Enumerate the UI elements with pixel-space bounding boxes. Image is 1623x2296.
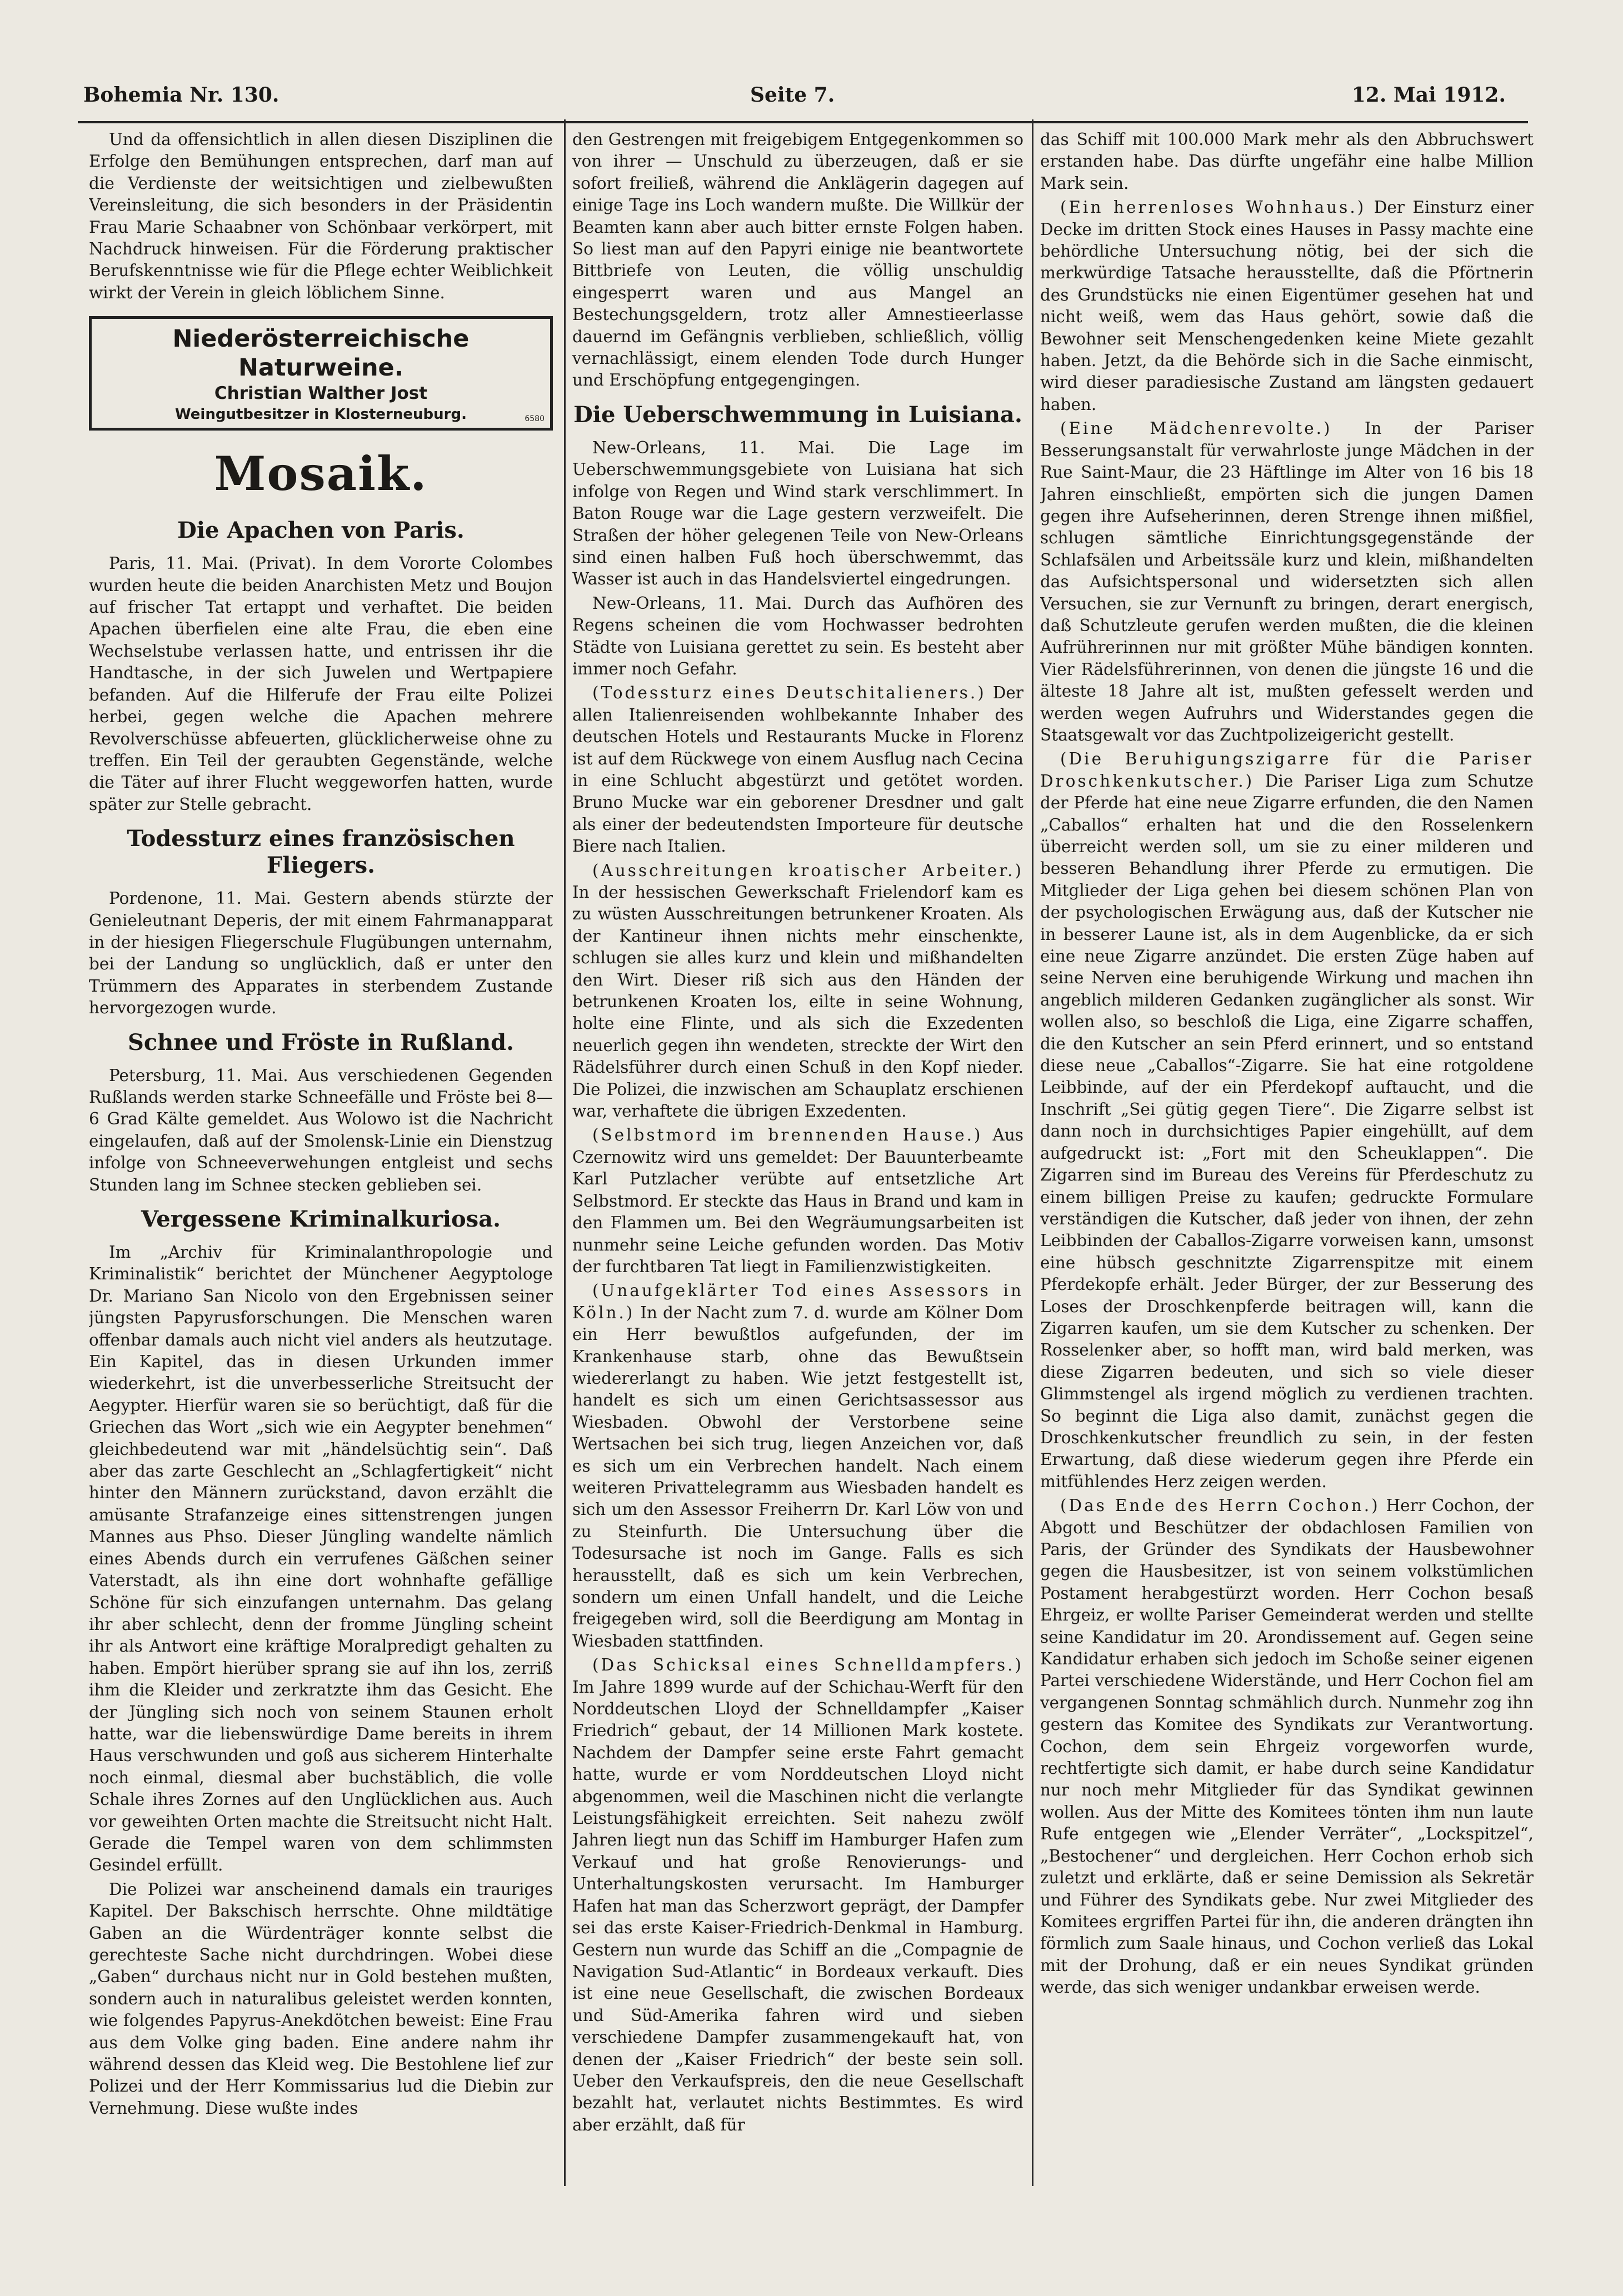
- header-date: 12. Mai 1912.: [1351, 83, 1506, 107]
- news-item-head: (Das Ende des Herrn Cochon.): [1060, 1496, 1380, 1515]
- news-item-head: (Das Schicksal eines Schnelldampfers.): [592, 1655, 1023, 1675]
- column-divider-2: [1032, 119, 1033, 2186]
- news-item-head: (Ein herrenloses Wohnhaus.): [1060, 198, 1366, 217]
- article-body: Pordenone, 11. Mai. Gestern abends stürzte der Genieleutnant Deperis, der mit einem Fahrmanapparat in der hiesigen Fliegerschule Flugübungen unternahm, bei der Landung so unglücklich, daß er unter den Trümmern des Apparates in sterbendem Zustande hervorgezogen wurde.: [89, 889, 553, 1018]
- news-item: [1040, 197, 1534, 416]
- article-title: Die Apachen von Paris.: [177, 517, 465, 544]
- news-item: [1040, 418, 1534, 746]
- news-item-body: Der allen Italienreisenden wohlbekannte Inhaber des deutschen Hotels und Restaurants Mucke in Florenz ist auf dem Rückwege von einem Ausflug nach Cecina in eine Schlucht abgestürzt und getötet worden. Bruno Mucke war ein geborener Dresdner und galt als einer der bedeutendsten Importeure für deutsche Biere nach Italien.: [572, 683, 1023, 856]
- ad-name: Christian Walther Jost: [214, 383, 428, 404]
- news-item: [572, 1280, 1023, 1652]
- article-title: Schnee und Fröste in Rußland.: [127, 1029, 515, 1056]
- news-item-body: Der Einsturz einer Decke im dritten Stock eines Hauses in Passy machte eine behördliche Untersuchung nötig, bei der sich die merkwürdige Tatsache herausstellte, daß die Pförtnerin des Grundstücks nie einen Eigentümer gesehen hat und nicht weiß, wem das Haus gehört, sowie daß die Bewohner seit Menschengedenken keine Miete gezahlt haben. Jetzt, da die Behörde sich in die Sache einmischt, wird dieser paradiesische Zustand am längsten gedauert haben.: [1040, 198, 1534, 414]
- article-body: Petersburg, 11. Mai. Aus verschiedenen Gegenden Rußlands werden starke Schneefälle und Fröste bei 8—6 Grad Kälte gemeldet. Aus Wolowo ist die Nachricht eingelaufen, daß auf der Smolensk-Linie ein Dienstzug infolge von Schneeverwehungen entgleist und sechs Stunden lang im Schnee stecken geblieben sei.: [89, 1066, 553, 1194]
- header-issue: Bohemia Nr. 130.: [83, 83, 279, 107]
- column-3: [1040, 129, 1534, 2229]
- intro-paragraph: Und da offensichtlich in allen diesen Disziplinen die Erfolge den Bemühungen entsprechen, darf man auf die Verdienste der weitsichtigen und zielbewußten Vereinsleitung, die sich besonders in der Präsidentin Frau Marie Schaabner von Schönbaar verkörpert, mit Nachdruck hinweisen. Für die Förderung praktischer Berufskenntnisse wie für die Pflege echter Weiblichkeit wirkt der Verein in gleich löblichem Sinne.: [89, 130, 553, 302]
- article-continuation: den Gestrengen mit freigebigem Entgegenkommen so von ihrer — Unschuld zu überzeugen, daß er sie sofort freiließ, während die Anklägerin dagegen auf einige Tage ins Loch wandern mußte. Die Willkür der Beamten kann aber auch bitter ernste Folgen haben. So liest man auf den Papyri einige nie beantwortete Bittbriefe von Leuten, die völlig unschuldig eingesperrt waren und aus Mangel an Bestechungsgeldern, trotz aller Amnestieerlasse dauernd im Gefängnis verblieben, schließlich, völlig vernachlässigt, einem elenden Tode durch Hunger und Erschöpfung entgegengingen.: [572, 130, 1023, 390]
- article-body: Paris, 11. Mai. (Privat). In dem Vororte Colombes wurden heute die beiden Anarchisten Metz und Boujon auf frischer Tat ertappt und verhaftet. Die beiden Apachen überfielen eine alte Frau, die eben eine Wechselstube verlassen hatte, und entrissen ihr die Handtasche, in der sich Juwelen und Wertpapiere befanden. Auf die Hilferufe der Frau eilte Polizei herbei, gegen welche die Apachen mehrere Revolverschüsse abfeuerten, glücklicherweise ohne zu treffen. Ein Teil der geraubten Gegenstände, welche die Täter auf ihrer Flucht weggeworfen hatten, wurde später zur Stelle gebracht.: [89, 554, 553, 814]
- article-body: Die Polizei war anscheinend damals ein trauriges Kapitel. Der Bakschisch herrschte. Ohne mildtätige Gaben an die Würdenträger konnte selbst die gerechteste Sache nicht durchdringen. Wobei diese „Gaben“ durchaus nicht nur in Gold bestehen mußten, sondern auch in naturalibus geleistet werden konnten, wie folgendes Papyrus-Anekdötchen beweist: Eine Frau aus dem Volke ging baden. Eine andere nahm ihr während dessen das Kleid weg. Die Bestohlene lief zur Polizei und der Herr Kommissarius lud die Diebin zur Vernehmung. Diese wußte indes: [89, 1879, 553, 2118]
- article-body: New-Orleans, 11. Mai. Durch das Aufhören des Regens scheinen die vom Hochwasser bedrohten Städte von Luisiana gerettet zu sein. Es besteht aber immer noch Gefahr.: [572, 593, 1023, 678]
- news-item-head: (Selbstmord im brennenden Hause.): [592, 1126, 983, 1145]
- news-item-body: Aus Czernowitz wird uns gemeldet: Der Bauunterbeamte Karl Putzlacher verübte auf entsetzliche Art Selbstmord. Er steckte das Haus in Brand und kam in den Flammen um. Bei den Wegräumungsarbeiten ist nunmehr seine Leiche gefunden worden. Das Motiv der furchtbaren Tat liegt in Familienzwistigkeiten.: [572, 1126, 1023, 1276]
- news-item: [572, 860, 1023, 1123]
- header-rule: [78, 121, 1528, 123]
- news-item: [1040, 748, 1534, 1493]
- news-item-head: (Todessturz eines Deutschitalieners.): [592, 683, 986, 703]
- article-continuation: das Schiff mit 100.000 Mark mehr als den Abbruchswert erstanden habe. Das dürfte ungefähr eine halbe Million Mark sein.: [1040, 130, 1534, 193]
- column-2: [572, 129, 1023, 2229]
- news-item-body: In der Pariser Besserungsanstalt für verwahrloste junge Mädchen in der Rue Saint-Maur, die 23 Häftlinge im Alter von 16 bis 18 Jahren einschließt, empörten sich die jungen Damen gegen ihre Aufseherinnen, deren Strenge ihnen mißfiel, schlugen sämtliche Einrichtungsgegenstände der Schlafsälen und Arbeitssäle kurz und klein, mißhandelten das Aufsichtspersonal und widersetzten sich allen Versuchen, sie zur Vernunft zu bringen, derart energisch, daß Schutzleute gerufen werden mußten, die die kleinen Aufrührerinnen nur mit größter Mühe bändigen konnten. Vier Rädelsführerinnen, von denen die jüngste 16 und die älteste 18 Jahre alt ist, mußten gefesselt werden und werden wegen Aufruhrs und Widerstandes gegen die Staatsgewalt vor das Zuchtpolizeigericht gestellt.: [1040, 419, 1534, 744]
- ad-title: Niederösterreichische Naturweine.: [172, 325, 470, 382]
- news-item-body: In der Nacht zum 7. d. wurde am Kölner Dom ein Herr bewußtlos aufgefunden, der im Krankenhause starb, ohne das Bewußtsein wiedererlangt zu haben. Wie jetzt festgestellt ist, handelt es sich um einen Gerichtsassessor aus Wiesbaden. Obwohl der Verstorbene seine Wertsachen bei sich trug, liegen Anzeichen vor, daß es sich um ein Verbrechen handelt. Nach einem weiteren Privattelegramm aus Wiesbaden handelt es sich um den Assessor Freiherrn Dr. Karl Löw von und zu Steinfurth. Die Untersuchung über die Todesursache ist noch im Gange. Falls es sich herausstellt, daß es sich um kein Verbrechen, sondern um einen Unfall handelt, und die Leiche freigegeben wird, soll die Beerdigung am Montag in Wiesbaden stattfinden.: [572, 1303, 1023, 1650]
- article-title: Todessturz eines französischen Fliegers.: [127, 826, 515, 879]
- news-item: [572, 1124, 1023, 1278]
- article-body: Im „Archiv für Kriminalanthropologie und Kriminalistik“ berichtet der Münchener Aegyptologe Dr. Mariano San Nicolo von den Ergebnissen seiner jüngsten Papyrusforschungen. Die Menschen waren offenbar damals auch nicht viel anders als heutzutage. Ein Kapitel, das in diesen Urkunden immer wiederkehrt, ist die unverbesserliche Streitsucht der Aegypter. Hierfür waren sie so berüchtigt, daß für die Griechen das Wort „sich wie ein Aegypter benehmen“ gleichbedeutend war mit „händelsüchtig sein“. Daß aber das zarte Geschlecht an „Schlagfertigkeit“ nicht hinter den Männern zurückstand, davon erzählt die amüsante Strafanzeige eines sittenstrengen jungen Mannes aus Phso. Dieser Jüngling wandelte nämlich eines Abends durch ein verrufenes Gäßchen seiner Vaterstadt, als ihn eine dort wohnhafte gefällige Schöne für sich einzufangen unternahm. Das gelang ihr aber schlecht, denn der fromme Jüngling scheint ihr als Antwort eine kräftige Moralpredigt gehalten zu haben. Empört hierüber sprang sie auf ihn los, zerriß ihm die Kleider und zerkratzte ihm das Gesicht. Ehe der Jüngling sich noch von seinem Staunen erholt hatte, war die liebenswürdige Dame bereits in ihrem Haus verschwunden und goß aus sicherem Hinterhalte noch einmal, diesmal aber buchstäblich, die volle Schale ihres Zornes auf den Unglücklichen aus. Auch vor geweihten Orten machte die Streitsucht nicht Halt. Gerade die Tempel waren von dem schlimmsten Gesindel erfüllt.: [89, 1243, 553, 1875]
- news-item: [1040, 1495, 1534, 1998]
- news-item: [572, 1654, 1023, 2136]
- section-title: Mosaik.: [214, 446, 428, 502]
- article-title: Die Ueberschwemmung in Luisiana.: [573, 401, 1022, 428]
- ad-subtitle: Weingutbesitzer in Klosterneuburg.: [175, 406, 467, 423]
- article-body: New-Orleans, 11. Mai. Die Lage im Ueberschwemmungsgebiete von Luisiana hat sich infolge von Regen und Wind stark verschlimmert. In Baton Rouge war die Lage gestern verzweifelt. Die Straßen der höher gelegenen Teile von New-Orleans sind einen halben Fuß hoch überschwemmt, das Wasser ist auch in das Handelsviertel eingedrungen.: [572, 438, 1023, 589]
- article-title: Vergessene Kriminalkuriosa.: [141, 1206, 501, 1232]
- news-item-head: (Eine Mädchenrevolte.): [1060, 419, 1332, 438]
- news-item-head: (Ausschreitungen kroatischer Arbeiter.): [592, 861, 1023, 880]
- news-item-body: Die Pariser Liga zum Schutze der Pferde hat eine neue Zigarre erfunden, die den Namen „Caballos“ erhalten hat und die den Rosselenkern überreicht werden soll, um sie zu einer milderen und besseren Behandlung ihrer Pferde zu ermutigen. Die Mitglieder der Liga gehen bei diesem schönen Plan von der psychologischen Erwägung aus, daß der Kutscher nie in besserer Laune ist, als in dem Augenblicke, da er sich eine neue Zigarre anzündet. Die ersten Züge haben auf seine Nerven eine beruhigende Wirkung und machen ihn angeblich milderen Gedanken zugänglicher als sonst. Wir wollen also, so beschloß die Liga, eine Zigarre schaffen, die den Kutscher an sein Pferd erinnert, und so entstand diese neue „Caballos“-Zigarre. Sie hat eine rotgoldene Leibbinde, auf der ein Pferdekopf auftaucht, und die Inschrift „Sei gütig gegen Tiere“. Die Zigarre selbst ist dann noch in durchsichtiges Papier eingehüllt, auf dem aufgedruckt ist: „Fort mit den Scheuklappen“. Die Zigarren sind im Bureau des Vereins für Pferdeschutz zu einem billigen Preise zu kaufen; gedruckte Formulare verständigen die Kutscher, daß jeder von ihnen, der zehn Leibbinden der Caballos-Zigarre vorweisen kann, umsonst eine hübsch geschnitzte Zigarrenspitze mit einem Pferdekopfe erhält. Jeder Bürger, der zur Besserung des Loses der Droschkenpferde beitragen will, kann die Zigarren kaufen, um sie dem Kutscher zu schenken. Der Rosselenker aber, so hofft man, wird bald merken, was diese Zigarren bedeuten, und sich so viele dieser Glimmstengel als irgend möglich zu verdienen trachten. So beginnt die Liga also damit, zunächst gegen die Droschkenkutscher freundlich zu sein, in der festen Erwartung, daß diese wiederum gegen ihre Pferde ein mitfühlendes Herz zeigen werden.: [1040, 771, 1534, 1491]
- advertisement: [89, 316, 553, 431]
- news-item-head: (Die Beruhigungszigarre für die Pariser Droschkenkutscher.): [1040, 749, 1534, 791]
- news-item-head: (Unaufgeklärter Tod eines Assessors in Köln.): [572, 1281, 1023, 1322]
- news-item-body: Im Jahre 1899 wurde auf der Schichau-Werft für den Norddeutschen Lloyd der Schnelldampfer „Kaiser Friedrich“ gebaut, der 14 Millionen Mark kostete. Nachdem der Dampfer seine erste Fahrt gemacht hatte, wurde er vom Norddeutschen Lloyd nicht abgenommen, weil die Maschinen nicht die verlangte Leistungsfähigkeit erreichten. Seit nahezu zwölf Jahren liegt nun das Schiff im Hamburger Hafen zum Verkauf und hat große Renovierungs- und Unterhaltungskosten verursacht. Im Hamburger Hafen hat man das Scherzwort geprägt, der Dampfer sei das erste Kaiser-Friedrich-Denkmal in Hamburg. Gestern nun wurde das Schiff an die „Compagnie de Navigation Sud-Atlantic“ in Bordeaux verkauft. Dies ist eine neue Gesellschaft, die zwischen Bordeaux und Süd-Amerika fahren wird und sieben verschiedene Dampfer zusammengekauft hat, von denen der „Kaiser Friedrich“ der beste sein soll. Ueber den Verkaufspreis, den die neue Gesellschaft bezahlt hat, verlautet nichts Bestimmtes. Es wird aber erzählt, daß für: [572, 1677, 1023, 2134]
- news-item-body: Herr Cochon, der Abgott und Beschützer der obdachlosen Familien von Paris, der Gründer des Syndikats der Hausbewohner gegen die Hausbesitzer, ist von seinem volkstümlichen Postament herabgestürzt worden. Herr Cochon besaß Ehrgeiz, er wollte Pariser Gemeinderat werden und stellte seine Kandidatur im 20. Arondissement auf. Gegen seine Kandidatur erhaben sich jedoch im Schoße seiner eigenen Partei verschiedene Widerstände, und Herr Cochon fiel am vergangenen Sonntag schmählich durch. Nunmehr zog ihn gestern das Komitee des Syndikats zur Verantwortung. Cochon, dem sein Ehrgeiz vorgeworfen wurde, rechtfertigte sich damit, er habe durch seine Kandidatur nur noch mehr Mitglieder für das Syndikat gewinnen wollen. Aus der Mitte des Komitees tönten ihm nun laute Rufe entgegen wie „Elender Verräter“, „Lockspitzel“, „Bestochener“ und dergleichen. Herr Cochon erhob sich zuletzt und erklärte, daß er seine Demission als Sekretär und Führer des Syndikats gebe. Nur zwei Mitglieder des Komitees ergriffen Partei für ihn, die anderen drängten ihn förmlich zum Saale hinaus, und Cochon verließ das Lokal mit der Drohung, daß er ein neues Syndikat gründen werde, das sich weniger undankbar erweisen werde.: [1040, 1496, 1534, 1997]
- column-1: [89, 129, 553, 2229]
- ad-code: 6580: [525, 414, 545, 424]
- news-item: [572, 682, 1023, 857]
- news-item-body: In der hessischen Gewerkschaft Frielendorf kam es zu wüsten Ausschreitungen betrunkener Kroaten. Als der Kantineur ihnen nichts mehr einschenkte, schlugen sie alles kurz und klein und mißhandelten den Wirt. Dieser riß sich aus den Händen der betrunkenen Kroaten los, eilte in seine Wohnung, holte eine Flinte, und als sich die Exzedenten neuerlich gegen ihn wendeten, streckte der Wirt den Rädelsführer durch einen Schuß in den Kopf nieder. Die Polizei, die inzwischen am Schauplatz erschienen war, verhaftete die übrigen Exzedenten.: [572, 883, 1023, 1121]
- column-divider-1: [564, 119, 566, 2186]
- header-page-number: Seite 7.: [750, 83, 835, 107]
- page-header: [83, 83, 1506, 117]
